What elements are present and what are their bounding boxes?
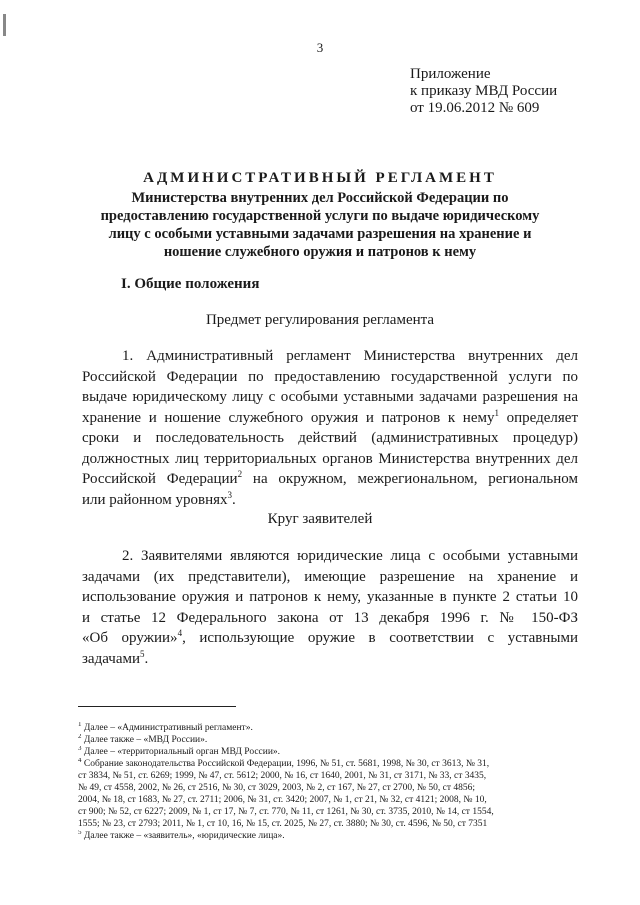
page-edge-mark — [3, 14, 6, 36]
appendix-line: Приложение — [410, 66, 491, 82]
text-line: хранение и ношение служебного оружия и патронов к нему$^1$ определяет — [82, 407, 578, 426]
text-line: «Об оружии»$^4$, использующие оружие в соответствии с уставными — [82, 628, 578, 646]
footnote-continuation: ст 900; № 52, ст 6227; 2009, № 1, ст 17, № 7, ст. 770, № 11, ст 1261, № 30, ст. 3735, 2010, № 14, ст 1554, — [78, 807, 494, 817]
subtitle-line: Министерства внутренних дел Российской Федерации по — [131, 190, 509, 206]
footnote-continuation: 1555; № 23, ст 2793; 2011, № 1, ст 10, 16, № 15, ст. 2025, № 27, ст. 3880; № 30, ст. 4596, № 50, ст 7351 — [78, 819, 488, 829]
text-line: выдаче юридическому лицу с особыми уставными задачами разрешения на — [82, 389, 578, 405]
footnote-ref: 5 — [140, 648, 145, 659]
subtitle-line: лицу с особыми уставными задачами разрешения на хранение и — [108, 226, 532, 242]
text-line: и статье 12 Федерального закона от 13 декабря 1996 г. № 150-ФЗ — [82, 609, 578, 626]
page-number: 3 — [316, 40, 324, 55]
document-title: АДМИНИСТРАТИВНЫЙ РЕГЛАМЕНТ — [143, 170, 497, 186]
subsection-heading: Предмет регулирования регламента — [205, 312, 435, 328]
document-subtitle — [90, 189, 550, 261]
text-line: Российской Федерации по предоставлению государственной услуги по — [82, 368, 578, 385]
text-line: должностных лиц территориальных органов Министерства внутренних дел — [82, 450, 578, 467]
appendix-header — [410, 66, 557, 117]
footnote-ref: 1 — [494, 407, 499, 418]
footnote: $^3$ Далее – «территориальный орган МВД России». — [78, 746, 281, 757]
footnote-divider — [78, 706, 236, 707]
paragraph-2 — [82, 546, 578, 669]
text-line: использование оружия и патронов к нему, указанные в пункте 2 статьи 10 — [82, 589, 578, 605]
footnote-ref: 2 — [237, 469, 243, 479]
text-line: 2. Заявителями являются юридические лица с особыми уставными — [122, 548, 578, 564]
footnote-ref: 3 — [227, 489, 232, 500]
text-line: задачами$^5$. — [82, 648, 149, 667]
section-title: I. Общие положения — [121, 276, 260, 292]
text-line: Российской Федерации$^2$ на окружном, межрегиональном, региональном — [82, 469, 578, 487]
footnote: $^2$ Далее также – «МВД России». — [78, 734, 208, 745]
footnote: $^4$ Собрание законодательства Российской Федерации, 1996, № 51, ст. 5681, 1998, № 30, ст 3613, № 31, — [78, 758, 490, 769]
footnote-ref: 4 — [177, 628, 183, 638]
text-line: сроки и последовательность действий (административных процедур) — [82, 430, 578, 446]
subsection-heading: Круг заявителей — [267, 511, 373, 527]
footnote-continuation: 2004, № 18, ст 1683, № 27, ст. 2711; 2006, № 31, ст. 3420; 2007, № 1, ст 21, № 32, ст 4121; 2008, № 10, — [78, 795, 487, 805]
appendix-line: к приказу МВД России — [410, 83, 558, 99]
text-line: задачами (их представители), имеющие разрешение на хранение и — [82, 568, 578, 585]
footnotes — [78, 722, 578, 842]
text-line: 1. Административный регламент Министерства внутренних дел — [122, 348, 578, 364]
subtitle-line: предоставлению государственной услуги по выдаче юридическому — [100, 208, 540, 224]
footnote-continuation: № 49, ст 4558, 2002, № 26, ст 2516, № 30, ст 3029, 2003, № 2, ст 167, № 27, ст 2700, № 50, ст 4856; — [78, 783, 475, 793]
appendix-line: от 19.06.2012 № 609 — [410, 100, 540, 116]
subtitle-line: ношение служебного оружия и патронов к нему — [163, 244, 477, 260]
footnote: $^1$ Далее – «Административный регламент». — [78, 722, 253, 733]
footnote-continuation: ст 3834, № 51, ст. 6269; 1999, № 47, ст. 5612; 2000, № 16, ст 1640, 2001, № 31, ст 3171, № 33, ст 3435, — [78, 771, 487, 781]
paragraph-1 — [82, 346, 578, 510]
text-line: или районном уровнях$^3$. — [82, 489, 236, 508]
footnote: $^5$ Далее также – «заявитель», «юридические лица». — [78, 830, 285, 841]
